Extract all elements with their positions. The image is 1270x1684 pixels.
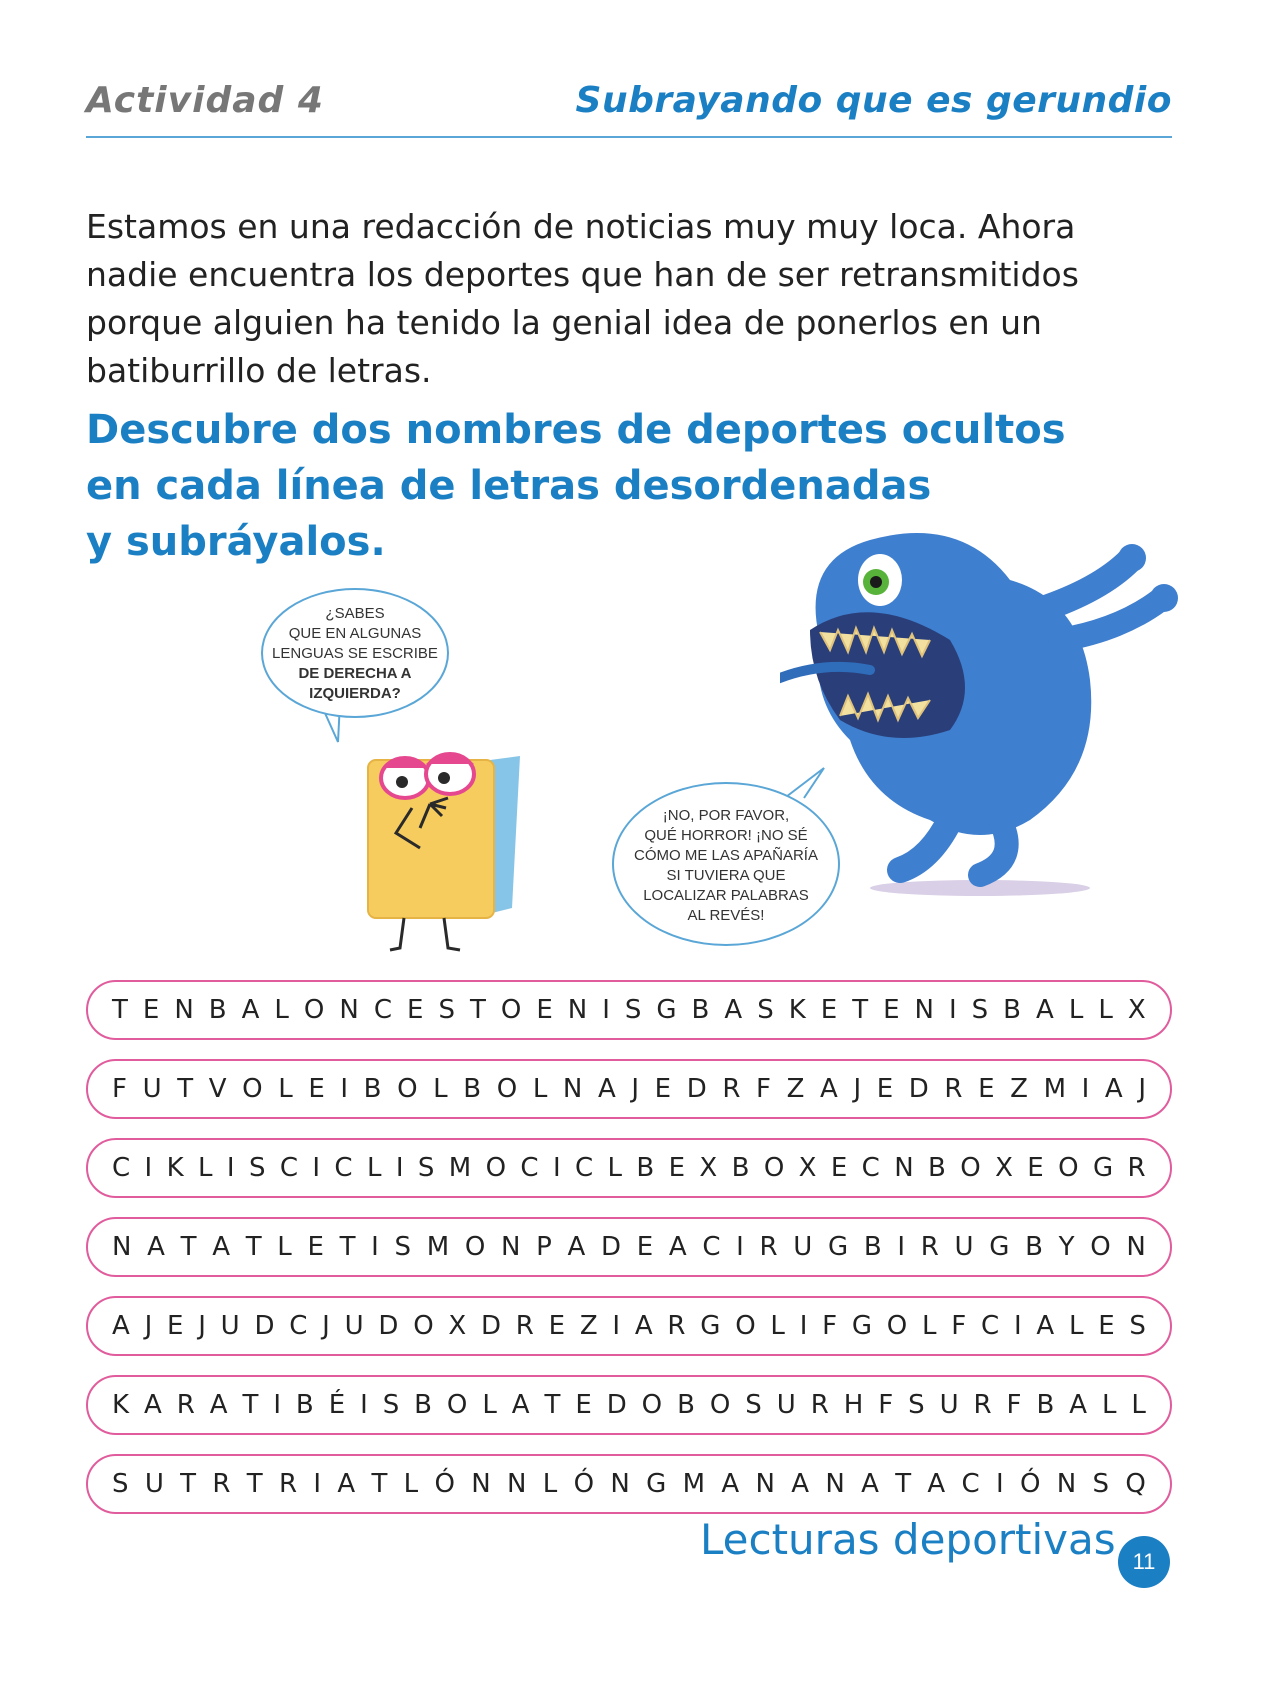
letter-cell: K [112,1390,130,1420]
letter-cell: T [852,995,869,1025]
letter-row [86,1059,1172,1119]
letter-cell: C [520,1153,539,1183]
letter-cell: S [908,1390,925,1420]
letter-cell: D [606,1390,627,1420]
bubble-line-bold: IZQUIERDA? [309,685,401,702]
letter-cell: E [548,1311,566,1341]
letter-cell: A [1104,1074,1123,1104]
letter-cell: E [830,1153,848,1183]
letter-cell: N [755,1469,775,1499]
letter-cell: A [1069,1390,1088,1420]
letter-cell: E [876,1074,894,1104]
letter-cell: R [1127,1153,1146,1183]
letter-cell: I [897,1232,906,1262]
letter-cell: N [1056,1469,1077,1499]
letter-cell: S [1129,1311,1146,1341]
letter-cell: I [1081,1074,1090,1104]
letter-cell: J [853,1074,862,1104]
letter-cell: O [886,1311,908,1341]
letter-cell: A [927,1469,946,1499]
letter-cell: D [254,1311,275,1341]
letter-cell: I [226,1153,235,1183]
letter-cell: C [373,995,392,1025]
letter-cell: L [403,1469,419,1499]
letter-cell: U [939,1390,959,1420]
letter-cell: T [544,1390,561,1420]
letter-cell: E [636,1232,654,1262]
letter-cell: S [382,1390,400,1420]
letter-cell: Ó [434,1469,455,1499]
instruction-line: y subráyalos. [86,519,386,565]
intro-line: porque alguien ha tenido la genial idea de ponerlos en un [86,303,1042,342]
letter-row [86,1454,1172,1514]
letter-cell: L [922,1311,937,1341]
letter-cell: F [878,1390,894,1420]
letter-cell: B [636,1153,655,1183]
letter-cell: C [702,1232,721,1262]
letter-cell: R [973,1390,992,1420]
letter-cell: L [770,1311,785,1341]
letter-cell: B [928,1153,946,1183]
letter-cell: O [496,1074,518,1104]
letter-cell: A [597,1074,616,1104]
letter-cell: P [536,1232,552,1262]
letter-cell: I [996,1469,1004,1499]
letter-cell: M [682,1469,706,1499]
bubble-line: QUE EN ALGUNAS [288,625,422,642]
bubble-line: CÓMO ME LAS APAÑARÍA [634,847,818,864]
letter-cell: A [241,995,260,1025]
letter-cell: S [112,1469,129,1499]
letter-cell: C [574,1153,594,1183]
letter-cell: U [793,1232,813,1262]
letter-cell: U [142,1074,162,1104]
letter-cell: D [378,1311,399,1341]
letter-cell: O [464,1232,486,1262]
letter-row [86,980,1172,1040]
letter-cell: E [407,995,424,1025]
letter-cell: T [895,1469,912,1499]
letter-cell: U [954,1232,974,1262]
letter-cell: X [448,1311,467,1341]
intro-line: nadie encuentra los deportes que han de ser retransmitidos [86,255,1079,294]
letter-cell: N [567,995,588,1025]
letter-cell: E [883,995,900,1025]
activity-topic: Subrayando que es gerundio [575,80,1172,121]
letter-cell: L [278,1074,293,1104]
letter-cell: O [960,1153,981,1183]
letter-cell: M [426,1232,450,1262]
letter-cell: T [371,1469,388,1499]
letter-cell: D [481,1311,502,1341]
letter-cell: A [112,1311,130,1341]
letter-cell: X [699,1153,718,1183]
letter-cell: O [1058,1153,1079,1183]
letter-cell: L [532,1074,548,1104]
letter-cell: N [112,1232,132,1262]
letter-cell: E [308,1074,325,1104]
letter-cell: I [371,1232,379,1262]
letter-cell: E [820,995,838,1025]
letter-cell: T [469,995,486,1025]
letter-cell: N [507,1469,527,1499]
letter-cell: E [575,1390,592,1420]
letter-cell: A [1036,1311,1055,1341]
letter-cell: G [828,1232,849,1262]
letter-cell: J [322,1311,330,1341]
letter-cell: B [208,995,227,1025]
letter-row [86,1375,1172,1435]
letter-cell: G [851,1311,873,1341]
letter-cell: N [562,1074,583,1104]
bubble-line: SI TUVIERA QUE [666,867,786,884]
speech-bubble-book [261,588,449,718]
letter-cell: N [825,1469,845,1499]
letter-cell: B [691,995,710,1025]
letter-cell: N [610,1469,630,1499]
letter-cell: L [482,1390,497,1420]
letter-cell: S [971,995,989,1025]
letter-cell: E [167,1311,184,1341]
letter-cell: R [515,1311,534,1341]
letter-cell: Z [579,1311,598,1341]
letter-cell: J [1138,1074,1146,1104]
letter-cell: I [948,995,957,1025]
letter-cell: S [248,1153,266,1183]
letter-cell: L [366,1153,382,1183]
letter-cell: N [501,1232,521,1262]
letter-cell: H [843,1390,864,1420]
letter-cell: X [995,1153,1013,1183]
letter-cell: L [433,1074,448,1104]
letter-cell: C [279,1153,298,1183]
letter-cell: U [776,1390,796,1420]
letter-cell: L [1131,1390,1146,1420]
letter-cell: L [198,1153,213,1183]
letter-cell: G [989,1232,1010,1262]
letter-cell: I [552,1153,561,1183]
intro-paragraph [86,203,1186,395]
activity-label: Actividad 4 [86,80,324,121]
letter-cell: A [209,1390,228,1420]
letter-cell: A [567,1232,586,1262]
letter-cell: B [1036,1390,1055,1420]
letter-cell: O [641,1390,663,1420]
letter-cell: E [142,995,160,1025]
letter-cell: C [981,1311,1000,1341]
letter-cell: G [656,995,677,1025]
letter-cell: X [1127,995,1146,1025]
bubble-line: LOCALIZAR PALABRAS [643,887,809,904]
letter-cell: C [289,1311,308,1341]
letter-cell: N [894,1153,914,1183]
letter-cell: T [242,1390,259,1420]
letter-cell: O [413,1311,434,1341]
instruction-line: en cada línea de letras desordenadas [86,463,932,509]
letter-cell: S [1092,1469,1110,1499]
letter-cell: A [511,1390,530,1420]
letter-cell: I [602,995,610,1025]
letter-cell: O [1090,1232,1111,1262]
letter-cell: Ó [1019,1469,1041,1499]
letter-cell: K [788,995,806,1025]
letter-cell: R [176,1390,195,1420]
letter-cell: O [735,1311,756,1341]
letter-cell: I [395,1153,404,1183]
letter-cell: C [334,1153,353,1183]
letter-cell: A [144,1390,162,1420]
letter-cell: J [144,1311,153,1341]
letter-cell: O [485,1153,507,1183]
letter-cell: A [1036,995,1054,1025]
letter-cell: S [438,995,455,1025]
letter-cell: D [601,1232,622,1262]
letter-cell: X [798,1153,817,1183]
letter-cell: R [944,1074,963,1104]
letter-cell: T [245,1232,262,1262]
letter-cell: A [634,1311,653,1341]
bubble-line: ¡NO, POR FAVOR, [662,807,790,824]
letter-cell: S [417,1153,435,1183]
bubble-line: LENGUAS SE ESCRIBE [272,645,438,662]
letter-cell: A [668,1232,687,1262]
letter-cell: F [822,1311,838,1341]
letter-cell: G [646,1469,667,1499]
letter-cell: R [920,1232,939,1262]
letter-cell: B [295,1390,314,1420]
letter-cell: L [274,995,289,1025]
letter-cell: N [1126,1232,1146,1262]
letter-cell: I [799,1311,808,1341]
letter-cell: U [144,1469,164,1499]
letter-cell: B [363,1074,382,1104]
letter-cell: S [394,1232,412,1262]
book-title: Lecturas deportivas [700,1515,1116,1564]
letter-cell: I [1013,1311,1022,1341]
intro-line: batiburrillo de letras. [86,351,432,390]
letter-cell: T [246,1469,263,1499]
letter-row [86,1138,1172,1198]
letter-cell: B [1003,995,1022,1025]
letter-cell: Y [1058,1232,1075,1262]
letter-cell: É [328,1390,346,1420]
letter-cell: G [700,1311,721,1341]
letter-cell: N [914,995,934,1025]
letter-cell: M [1043,1074,1067,1104]
letter-cell: Z [1010,1074,1028,1104]
letter-cell: E [668,1153,686,1183]
letter-cell: C [961,1469,980,1499]
letter-cell: E [1098,1311,1115,1341]
letter-cell: K [166,1153,184,1183]
letter-cell: V [208,1074,227,1104]
letter-cell: M [448,1153,472,1183]
letter-cell: O [763,1153,785,1183]
letter-cell: O [303,995,325,1025]
letter-cell: I [360,1390,368,1420]
letter-cell: C [112,1153,131,1183]
letter-cell: R [810,1390,829,1420]
letter-cell: B [1025,1232,1043,1262]
letter-row [86,1296,1172,1356]
letter-row [86,1217,1172,1277]
letter-cell: L [1068,995,1084,1025]
letter-cell: I [313,1469,322,1499]
letter-cell: B [463,1074,482,1104]
letter-cell: Z [786,1074,805,1104]
letter-cell: N [339,995,359,1025]
monster-illustration [780,520,1200,900]
letter-cell: A [724,995,743,1025]
letter-cell: A [820,1074,838,1104]
letter-cell: T [177,1074,194,1104]
letter-cell: D [908,1074,929,1104]
letter-cell: L [277,1232,292,1262]
letter-cell: O [500,995,522,1025]
bubble-line: AL REVÉS! [687,907,765,924]
letter-cell: G [1092,1153,1114,1183]
letter-cell: O [709,1390,731,1420]
letter-cell: T [180,1232,197,1262]
bubble-line: QUÉ HORROR! ¡NO SÉ [644,827,808,844]
bubble-line-bold: DE DERECHA A [298,665,412,682]
letter-cell: N [471,1469,491,1499]
letter-cell: L [1101,1390,1117,1420]
letter-cell: Ó [573,1469,595,1499]
letter-cell: E [978,1074,995,1104]
intro-line: Estamos en una redacción de noticias muy muy loca. Ahora [86,207,1076,246]
letter-cell: T [112,995,128,1025]
letter-cell: E [307,1232,324,1262]
letter-cell: L [1068,1311,1084,1341]
letter-cell: R [722,1074,741,1104]
letter-cell: I [612,1311,621,1341]
page-number: 11 [1118,1536,1170,1588]
letter-cell: F [112,1074,127,1104]
letter-cell: U [220,1311,240,1341]
bubble-line: ¿SABES [325,605,385,622]
letter-cell: T [180,1469,197,1499]
letter-cell: Q [1125,1469,1146,1499]
letter-cell: O [242,1074,263,1104]
letter-cell: O [446,1390,468,1420]
letter-cell: A [861,1469,879,1499]
letter-cell: A [337,1469,356,1499]
letter-cell: F [1006,1390,1022,1420]
letter-cell: R [212,1469,231,1499]
letter-cell: I [144,1153,153,1183]
page-header [86,74,1172,138]
letter-cell: C [861,1153,880,1183]
letter-cell: R [667,1311,686,1341]
letter-cell: T [339,1232,356,1262]
book-character-illustration [360,738,530,958]
letter-cell: E [536,995,553,1025]
letter-cell: D [686,1074,707,1104]
letter-cell: I [273,1390,281,1420]
letter-cell: B [863,1232,882,1262]
letter-cell: I [340,1074,349,1104]
letter-cell: I [312,1153,321,1183]
letter-cell: F [756,1074,772,1104]
letter-cell: F [951,1311,967,1341]
letter-cell: E [654,1074,672,1104]
letter-cell: L [607,1153,623,1183]
letter-cell: A [147,1232,165,1262]
letter-cell: J [631,1074,640,1104]
letter-cell: N [174,995,194,1025]
letter-cell: B [731,1153,750,1183]
letter-cell: I [736,1232,744,1262]
letter-cell: A [212,1232,230,1262]
letter-cell: U [344,1311,364,1341]
letter-cell: J [198,1311,206,1341]
letter-cell: B [414,1390,432,1420]
letter-cell: L [1098,995,1113,1025]
letter-cell: B [677,1390,695,1420]
letter-cell: R [278,1469,298,1499]
letter-cell: O [397,1074,418,1104]
letter-cell: A [791,1469,810,1499]
letter-cell: S [624,995,642,1025]
letter-cell: E [1027,1153,1044,1183]
letter-cell: A [721,1469,740,1499]
letter-cell: S [745,1390,762,1420]
letter-cell: S [757,995,774,1025]
letter-cell: L [542,1469,558,1499]
instruction-line: Descubre dos nombres de deportes ocultos [86,407,1066,453]
letter-cell: R [759,1232,778,1262]
